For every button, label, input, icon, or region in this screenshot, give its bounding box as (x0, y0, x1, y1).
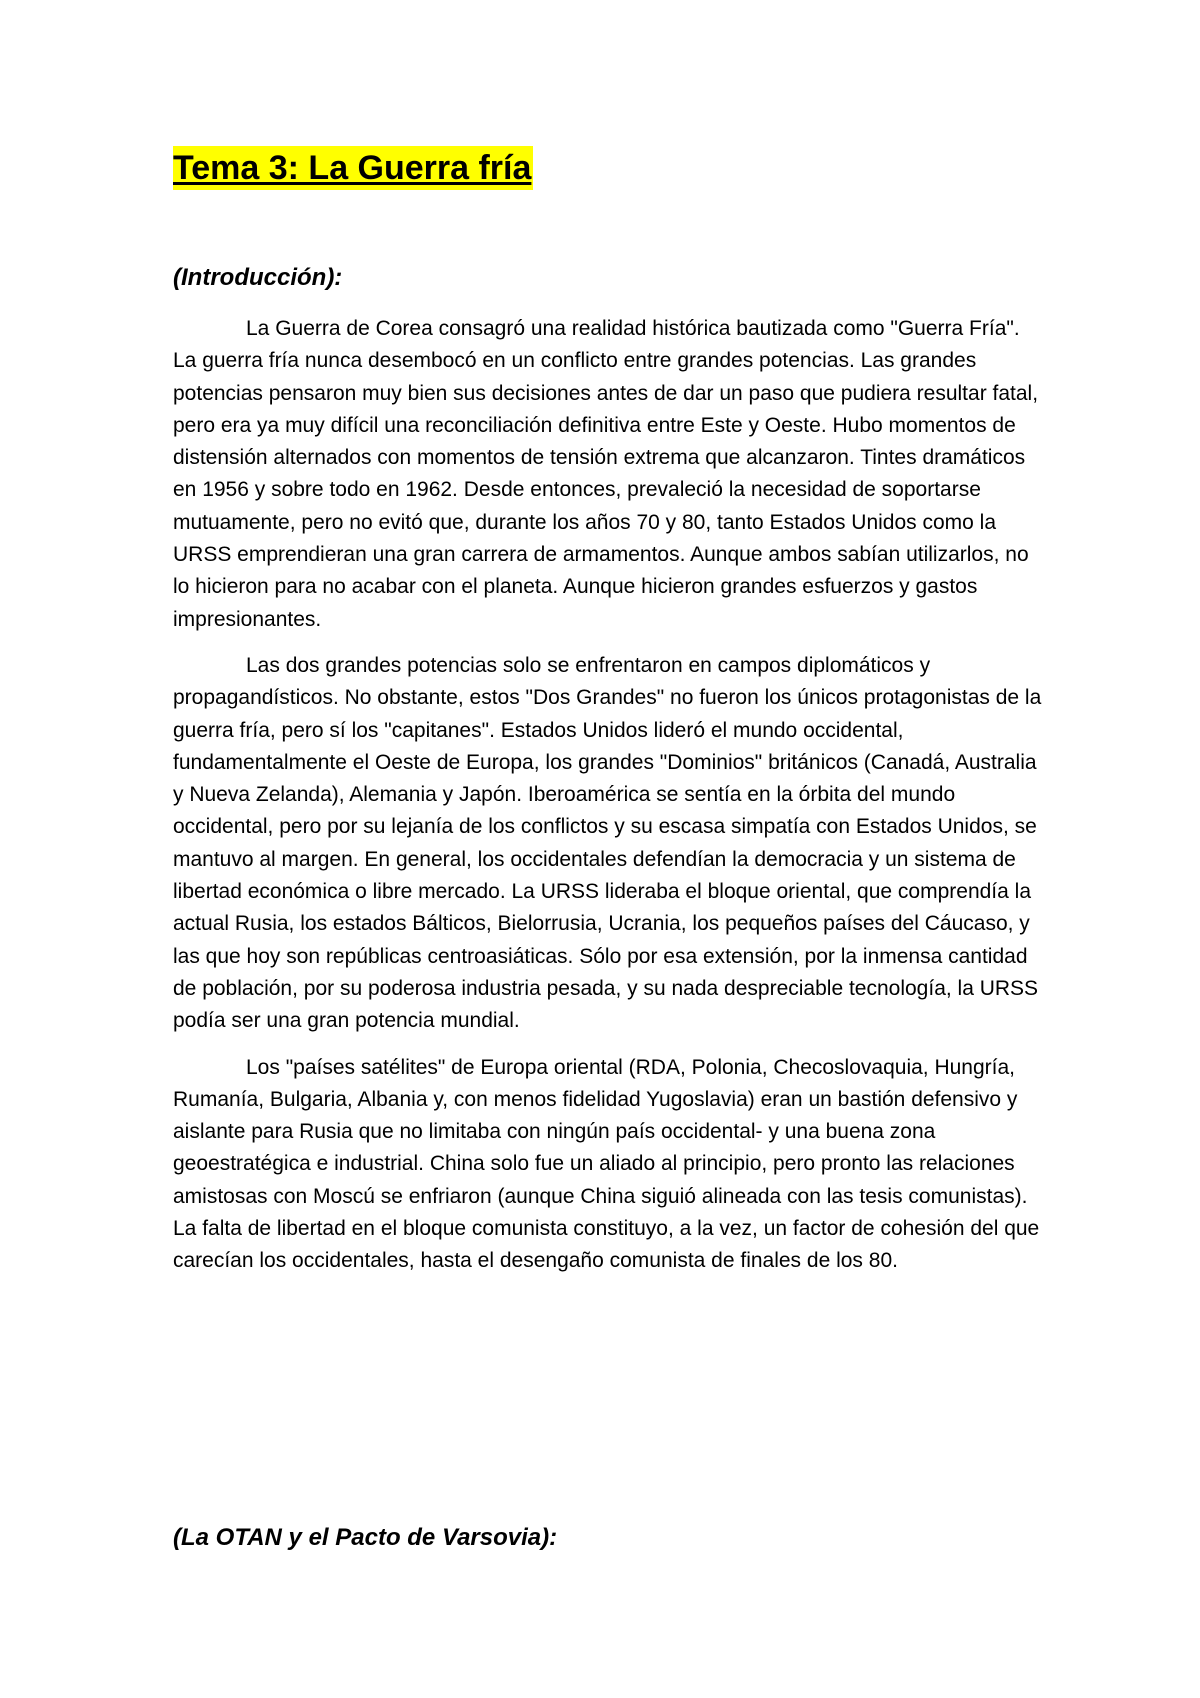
paragraph-3: Los "países satélites" de Europa oriental (RDA, Polonia, Checoslovaquia, Hungría, Rumanía, Bulgaria, Albania y, con menos fidelidad Yugoslavia) eran un bastión defensivo y aislante para Rusia que no limitaba con ningún país occidental- y una buena zona geoestratégica e industrial. China solo fue un aliado al principio, pero pronto las relaciones amistosas con Moscú se enfriaron (aunque China siguió alineada con las tesis comunistas). La falta de libertad en el bloque comunista constituyo, a la vez, un factor de cohesión del que carecían los occidentales, hasta el desengaño comunista de finales de los 80. (173, 1055, 1040, 1273)
document-title: Tema 3: La Guerra fría (173, 146, 533, 190)
section-heading-introduccion: (Introducción): (173, 264, 343, 291)
section-heading-otan-pacto-varsovia: (La OTAN y el Pacto de Varsovia): (173, 1524, 558, 1551)
title-wrap (173, 146, 533, 190)
paragraph-1: La Guerra de Corea consagró una realidad histórica bautizada como "Guerra Fría". La guerra fría nunca desembocó en un conflicto entre grandes potencias. Las grandes potencias pensaron muy bien sus decisiones antes de dar un paso que pudiera resultar fatal, pero era ya muy difícil una reconciliación definitiva entre Este y Oeste. Hubo momentos de distensión alternados con momentos de tensión extrema que alcanzaron. Tintes dramáticos en 1956 y sobre todo en 1962. Desde entonces, prevaleció la necesidad de soportarse mutuamente, pero no evitó que, durante los años 70 y 80, tanto Estados Unidos como la URSS emprendieran una gran carrera de armamentos. Aunque ambos sabían utilizarlos, no lo hicieron para no acabar con el planeta. Aunque hicieron grandes esfuerzos y gastos impresionantes. (173, 317, 1039, 631)
introduccion-body (173, 313, 1045, 1292)
paragraph-2: Las dos grandes potencias solo se enfrentaron en campos diplomáticos y propagandísticos. No obstante, estos "Dos Grandes" no fueron los únicos protagonistas de la guerra fría, pero sí los "capitanes". Estados Unidos lideró el mundo occidental, fundamentalmente el Oeste de Europa, los grandes "Dominios" británicos (Canadá, Australia y Nueva Zelanda), Alemania y Japón. Iberoamérica se sentía en la órbita del mundo occidental, pero por su lejanía de los conflictos y su escasa simpatía con Estados Unidos, se mantuvo al margen. En general, los occidentales defendían la democracia y un sistema de libertad económica o libre mercado. La URSS lideraba el bloque oriental, que comprendía la actual Rusia, los estados Bálticos, Bielorrusia, Ucrania, los pequeños países del Cáucaso, y las que hoy son repúblicas centroasiáticas. Sólo por esa extensión, por la inmensa cantidad de población, por su poderosa industria pesada, y su nada despreciable tecnología, la URSS podía ser una gran potencia mundial. (173, 653, 1042, 1033)
